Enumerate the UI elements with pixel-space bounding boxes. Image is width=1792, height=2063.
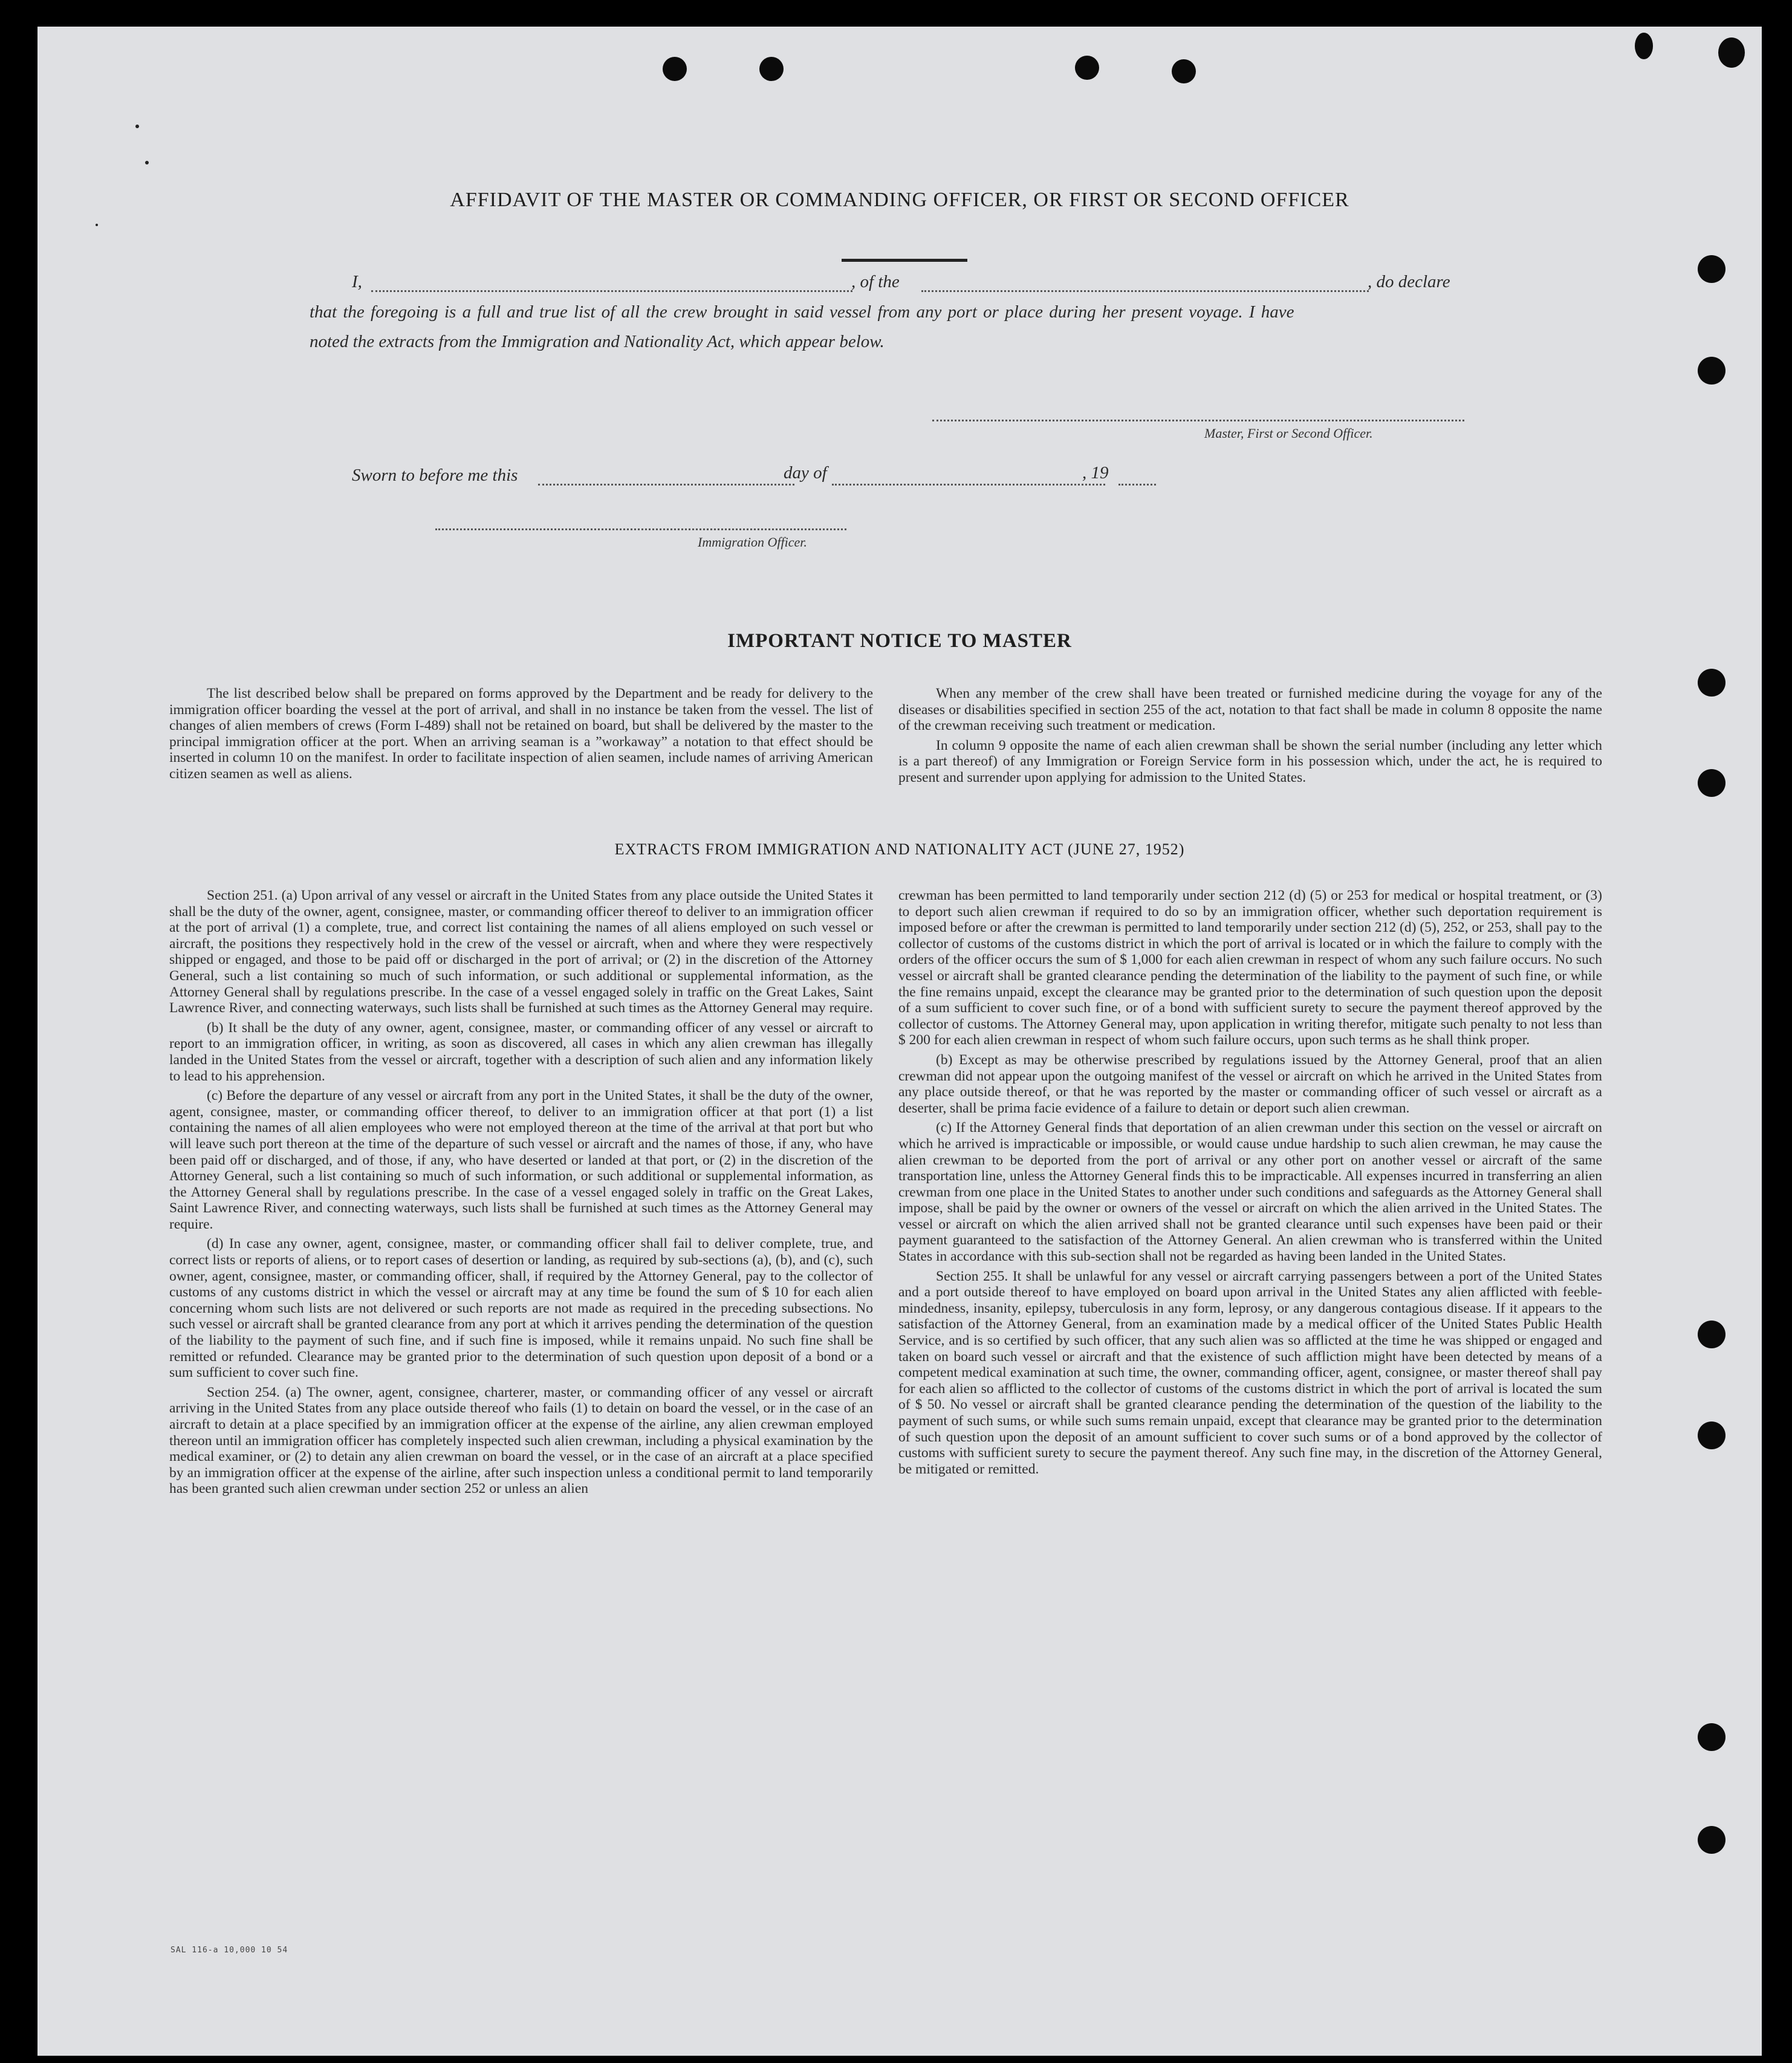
affidavit-title: AFFIDAVIT OF THE MASTER OR COMMANDING OFFICER, OR FIRST OR SECOND OFFICER: [450, 189, 1349, 211]
name-field[interactable]: [371, 290, 852, 292]
punch-hole: [1172, 59, 1196, 83]
section-paragraph: (c) If the Attorney General finds that deportation of an alien crewman under this section on the vessel or aircraft on which he arrived is impracticable or impossible, or would cause undue hardship to such alien crewman, he may cause the alien crewman to be deported from the port of arrival or any other port on another vessel or aircraft of the same transportation line, unless the Attorney General finds this to be impracticable. All expenses incurred in transferring an alien crewman from one place in the United States to another under such conditions and safeguards as the Attorney General shall impose, shall be paid by the owner or owners of the vessel or aircraft on which the alien arrived in the United States. The vessel or aircraft on which the alien arrived shall not be granted clearance until such expenses have been paid or their payment guaranteed to the satisfaction of the Attorney General. An alien crewman who is transferred within the United States in accordance with this sub-section shall not be regarded as having been landed in the United States.: [898, 1120, 1602, 1265]
notice-paragraph: When any member of the crew shall have been treated or furnished medicine during the voyage for any of the diseases or disabilities specified in section 255 of the act, notation to that fact shall be made in column 8 opposite the name of the crewman receiving such treatment or medication.: [898, 686, 1602, 734]
notice-title: IMPORTANT NOTICE TO MASTER: [727, 630, 1072, 652]
extracts-title: EXTRACTS FROM IMMIGRATION AND NATIONALITY ACT (JUNE 27, 1952): [614, 840, 1185, 858]
punch-hole: [1698, 357, 1725, 385]
punch-hole: [1698, 769, 1725, 797]
day-of-label: day of: [784, 463, 827, 482]
punch-hole: [663, 57, 687, 81]
section-paragraph: (b) Except as may be otherwise prescribed by regulations issued by the Attorney General, proof that an alien crewman did not appear upon the outgoing manifest of the vessel or aircraft on which he arrived in the United States from any place outside thereof, or that he was reported by the master or commanding officer of such vessel or aircraft as a deserter, shall be prima facie evidence of a failure to detain or deport such alien crewman.: [898, 1051, 1602, 1116]
master-signature-line[interactable]: [932, 420, 1464, 421]
extracts-left-column: [169, 888, 873, 1501]
officer-signature-label: Immigration Officer.: [698, 534, 807, 550]
section-paragraph: Section 254. (a) The owner, agent, consignee, charterer, master, or commanding officer of any vessel or aircraft arriving in the United States from any place outside thereof who fails (1) to detain on board the vessel, or in the case of an aircraft to detain at a place specified by an immigration officer at the expense of the airline, any alien crewman employed thereon until an immigration officer has completely inspected such alien crewman, including a physical examination by the medical examiner, or (2) to detain any alien crewman on board the vessel, or in the case of an aircraft at a place specified by an immigration officer at the expense of the airline, after such inspection unless a conditional permit to land temporarily has been granted such alien crewman under section 252 or unless an alien: [169, 1384, 873, 1497]
affidavit-line-2: that the foregoing is a full and true list of all the crew brought in said vessel from any port or place during her present voyage. I have: [310, 302, 1294, 322]
master-signature-label: Master, First or Second Officer.: [1204, 426, 1373, 441]
punch-hole: [1718, 37, 1745, 68]
notice-paragraph: The list described below shall be prepared on forms approved by the Department and be ready for delivery to the immigration officer boarding the vessel at the port of arrival, and shall in no instance be taken from the vessel. The list of changes of alien members of crews (Form I-489) shall not be retained on board, but shall be delivered by the master to the principal immigration officer at the port. When an arriving seaman is a ”workaway” a notation to that effect should be inserted in column 10 on the manifest. In order to facilitate inspection of alien seamen, include names of arriving American citizen seamen as well as aliens.: [169, 686, 873, 782]
punch-hole: [1698, 1321, 1725, 1348]
punch-hole: [1698, 669, 1725, 697]
section-paragraph: Section 255. It shall be unlawful for any vessel or aircraft carrying passengers between a port of the United States and a port outside thereof to have employed on board upon arrival in the United States any alien afflicted with feeble-mindedness, insanity, epilepsy, tuberculosis in any form, leprosy, or any dangerous contagious disease. If it appears to the satisfaction of the Attorney General, from an examination made by a medical officer of the United States Public Health Service, and is so certified by such officer, that any such alien was so afflicted at the time he was shipped or engaged and taken on board such vessel or aircraft and that the existence of such affliction might have been detected by means of a competent medical examination at such time, the owner, commanding officer, agent, consignee, or master thereof shall pay for each alien so afflicted to the collector of customs of the customs district in which the port of arrival is located the sum of $ 50. No vessel or aircraft shall be granted clearance pending the determination of the question of the liability to the payment of such sums, or while such sums remain unpaid, except that clearance may be granted prior to the determination of such question upon the deposit of an amount sufficient to cover such sums or of a bond approved by the collector of customs with sufficient surety to secure the payment thereof. Any such fine may, in the discretion of the Attorney General, be mitigated or remitted.: [898, 1268, 1602, 1477]
section-paragraph: Section 251. (a) Upon arrival of any vessel or aircraft in the United States from any place outside the United States it shall be the duty of the owner, agent, consignee, master, or commanding officer thereof to deliver to an immigration officer at the port of arrival (1) a complete, true, and correct list containing the names of all aliens employed on such vessel or aircraft, the positions they respectively hold in the crew of the vessel or aircraft, when and where they were respectively shipped or engaged, and those to be paid off or discharged in the port of arrival; or (2) in the discretion of the Attorney General, such a list containing so much of such information, or such additional or supplemental information, as the Attorney General shall by regulations prescribe. In the case of a vessel engaged solely in traffic on the Great Lakes, Saint Lawrence River, and connecting waterways, such lists shall be furnished at such times as the Attorney General may require.: [169, 888, 873, 1016]
document-page: [37, 27, 1762, 2056]
punch-hole: [759, 57, 784, 81]
paper-speck: [96, 224, 98, 226]
sworn-label: Sworn to before me this: [352, 466, 518, 485]
notice-right-column: [898, 686, 1602, 790]
sworn-day-field[interactable]: [538, 484, 794, 486]
punch-hole: [1698, 1421, 1725, 1449]
punch-hole: [1698, 1826, 1725, 1854]
notice-left-column: [169, 686, 873, 786]
paper-speck: [145, 161, 149, 164]
form-number: SAL 116-a 10,000 10 54: [170, 1946, 288, 1955]
paper-speck: [135, 125, 139, 128]
section-paragraph: (c) Before the departure of any vessel or aircraft from any port in the United States, it shall be the duty of the owner, agent, consignee, master, or commanding officer thereof, to deliver to an immigration officer at that port (1) a list containing the names of all alien employees who were not employed thereon at the time of the arrival at that port but who will leave such port thereon at the time of the departure of such vessel or aircraft and the names of those, if any, who have been paid off or discharged, and of those, if any, who have deserted or landed at that port, or (2) in the discretion of the Attorney General, such a list containing so much of such information, or such additional or supplemental information, as the Attorney General shall by regulations prescribe. In the case of a vessel engaged solely in traffic on the Great Lakes, Saint Lawrence River, and connecting waterways, such lists shall be furnished at such times as the Attorney General may require.: [169, 1088, 873, 1232]
affidavit-declare: , do declare: [1368, 272, 1450, 291]
title-rule: [842, 259, 967, 262]
punch-hole: [1698, 1723, 1725, 1751]
affidavit-of-the: , of the: [851, 272, 900, 291]
officer-signature-line[interactable]: [435, 528, 846, 530]
year-label: , 19: [1082, 463, 1109, 482]
affidavit-line-3: noted the extracts from the Immigration and Nationality Act, which appear below.: [310, 332, 885, 351]
section-paragraph: (d) In case any owner, agent, consignee, master, or commanding officer shall fail to deliver complete, true, and correct lists or reports of aliens, or to report cases of desertion or landing, as required by sub-sections (a), (b), and (c), such owner, agent, consignee, master, or commanding officer, shall, if required by the Attorney General, pay to the collector of customs of any customs district in which the vessel or aircraft may at any time be found the sum of $ 10 for each alien concerning whom such lists are not delivered or such reports are not made as required in the preceding subsections. No such vessel or aircraft shall be granted clearance from any port at which it arrives pending the determination of the question of the liability to the payment of such fine, and if such fine is imposed, while it remains unpaid. No such fine shall be remitted or refunded. Clearance may be granted prior to the determination of such question upon deposit of a bond or a sum sufficient to cover such fine.: [169, 1236, 873, 1381]
punch-hole: [1698, 255, 1725, 283]
notice-paragraph: In column 9 opposite the name of each alien crewman shall be shown the serial number (including any letter which is a part thereof) of any Immigration or Foreign Service form in his possession which, under the act, he is required to present and surrender upon applying for admission to the United States.: [898, 737, 1602, 785]
affidavit-i: I,: [352, 272, 362, 291]
punch-hole: [1635, 33, 1653, 59]
section-paragraph: crewman has been permitted to land temporarily under section 212 (d) (5) or 253 for medical or hospital treatment, or (3) to deport such alien crewman if required to do so by an immigration officer, whether such deportation requirement is imposed before or after the crewman is permitted to land temporarily under section 212 (d) (5), 252, or 253, shall pay to the collector of customs of the customs district in which the port of arrival is located or in which the failure to comply with the orders of the officer occurs the sum of $ 1,000 for each alien crewman in respect of whom any such failure occurs. No such vessel or aircraft shall be granted clearance pending the determination of the liability to the payment of such fine, or while the fine remains unpaid, except the clearance may be granted prior to the determination of such question upon the deposit of a sum sufficient to cover such fine, or of a bond with sufficient surety to secure the payment thereof approved by the collector of customs. The Attorney General may, upon application in writing therefor, mitigate such penalty to not less than $ 200 for each alien crewman in respect of whom such failure occurs, upon such terms as he shall think proper.: [898, 888, 1602, 1048]
sworn-month-field[interactable]: [832, 484, 1105, 486]
sworn-year-field[interactable]: [1118, 484, 1156, 486]
vessel-field[interactable]: [921, 290, 1369, 292]
extracts-right-column: [898, 888, 1602, 1481]
punch-hole: [1075, 56, 1099, 80]
section-paragraph: (b) It shall be the duty of any owner, agent, consignee, master, or commanding officer of any vessel or aircraft to report to an immigration officer, in writing, as soon as discovered, all cases in which any alien crewman has illegally landed in the United States from the vessel or aircraft, together with a description of such alien and any information likely to lead to his apprehension.: [169, 1019, 873, 1084]
